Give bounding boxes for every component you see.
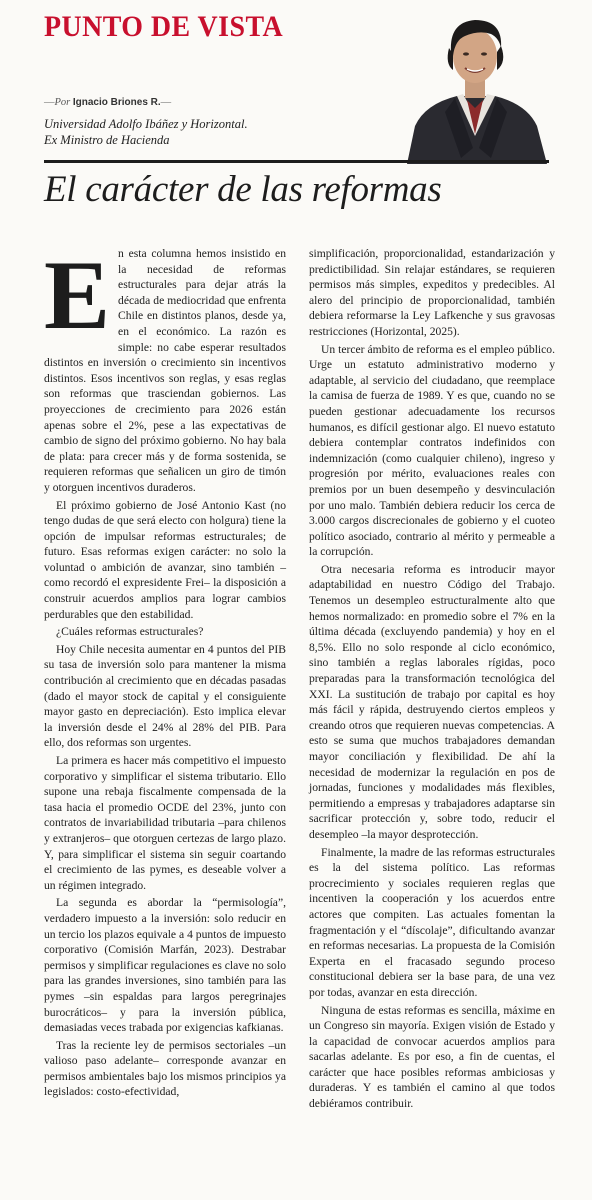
paragraph: La primera es hacer más competitivo el impuesto corporativo y simplificar el sistema tributario. Ello supone una rebaja fiscalmente compensada de la tasa hacia el promedio OCDE del 23%, junto con contratos de invariabilidad tributaria –para chilenos y extranjeros– que otorguen certezas de largo plazo. Y, para simplificar el sistema sin seguir coartando el crecimiento de las pymes, es deseable volver a un régimen integrado. [44, 754, 286, 892]
paragraph: Un tercer ámbito de reforma es el empleo público. Urge un estatuto administrativo moderno y adaptable, al servicio del ciudadano, que reemplace la camisa de fuerza de 1989. Y es que, cuando no se pueden gestionar adecuadamente los recursos humanos, es difícil gestionar algo. El nuevo estatuto debiera contemplar contratos indefinidos con indemnización (como cualquier chileno), ingreso y progresión por mérito, evaluaciones reales con premios por un buen desempeño y desvinculación por uno malo. También debiera reducir los cerca de 3.000 cargos discrecionales de gobierno y el cuoteo político asociado, contrario al mérito y permeable a la corrupción. [309, 342, 555, 559]
paragraph: Tras la reciente ley de permisos sectoriales –un valioso paso adelante– corresponde avanzar en permisos ambientales bajo los mismos principios ya legislados: costo-efectividad, [44, 1038, 286, 1099]
subheading-question: ¿Cuáles reformas estructurales? [56, 625, 204, 639]
author-role: Ex Ministro de Hacienda [44, 133, 170, 147]
author-byline [44, 97, 171, 108]
author-bio [44, 116, 248, 148]
header-rule [44, 160, 549, 163]
paragraph: Otra necesaria reforma es introducir mayor adaptabilidad en nuestro Código del Trabajo. Tenemos un desempleo estructuralmente alto que hemos normalizado: en promedio sobre el 7% en la última década (excluyendo pandemia) y hoy en el 8,5%. Ello no solo responde al ciclo económico, sino también a reglas laborales rígidas, poco preparadas para la transformación tecnológica del XXI. La sustitución de trabajo por capital es hoy más fácil y rápida, destruyendo ciertos empleos y creando otros que requieren nuevas competencias. A esto se suma que muchos trabajadores demandan mayor conciliación y flexibilidad. De ahí la necesidad de modernizar la regulación en pos de jornadas, funciones y modalidades más flexibles, permitiendo a empresas y trabajadores adaptarse sin sacrificar protección y, sobre todo, reducir el desempleo –la mayor desprotección. [309, 562, 555, 841]
article-column-right [309, 246, 555, 1114]
drop-cap: E [44, 241, 111, 350]
paragraph: simplificación, proporcionalidad, estandarización y predictibilidad. Sin relajar estándares, se requieren permisos más simples, expeditos y predecibles. Al alero del principio de proporcionalidad, también debiera reformarse la Ley Lafkenche y sus gravosas restricciones (Horizontal, 2025). [309, 247, 555, 338]
byline-dash: — [44, 97, 55, 108]
section-title: PUNTO DE VISTA [44, 10, 284, 43]
author-affiliation: Universidad Adolfo Ibáñez y Horizontal. [44, 117, 248, 131]
lead-paragraph [44, 241, 286, 496]
author-name: Ignacio Briones R. [72, 97, 161, 108]
author-portrait [395, 8, 555, 164]
paragraph: El próximo gobierno de José Antonio Kast (no tengo dudas de que será electo con holgura) tiene la opción de impulsar reformas estructurales; de futuro. Esas reformas exigen carácter: no solo la voluntad o ambición de avanzar, sino también –como recordó el expresidente Frei– la disposición a construir acuerdos amplios para lograr cambios perdurables que den estabilidad. [44, 498, 286, 621]
paragraph: Hoy Chile necesita aumentar en 4 puntos del PIB su tasa de inversión solo para mantener la misma contribución al crecimiento que en décadas pasadas (dado el mayor stock de capital y el consiguiente mayor gasto en depreciación). Esto implica elevar la inversión desde el 24% al 28% del PIB. Para ello, dos reformas son urgentes. [44, 642, 286, 750]
paragraph: Finalmente, la madre de las reformas estructurales es la del sistema político. Las reformas procrecimiento y sociales requieren reglas que incentiven la cooperación y los acuerdos entre actores que compiten. Las actuales fomentan la fragmentación y el “díscolaje”, dificultando avanzar en reformas necesarias. La propuesta de la Comisión Experta en el fracasado segundo proceso constitucional debiera ser la base para, de una vez por todas, avanzar en esta dirección. [309, 845, 555, 999]
headline: El carácter de las reformas [44, 169, 442, 210]
paragraph: Ninguna de estas reformas es sencilla, máxime en un Congreso sin mayoría. Exigen visión de Estado y la capacidad de convocar acuerdos amplios para sacarlas adelante. Es por eso, a fin de cuentas, el carácter que hace posibles reformas ambiciosas y duraderas. Y es también el camino al que todos debiéramos contribuir. [309, 1003, 555, 1111]
lead-text: n esta columna hemos insistido en la necesidad de reformas estructurales para dejar atrás la década de mediocridad que enfrenta Chile en distintos planos, desde ya, en el económico. La razón es simple: no cabe esperar resultados distintos en inversión o crecimiento sin incentivos distintos. Esos incentivos son reglas, y esas reglas son reformas que trasciendan gobiernos. Las proyecciones de crecimiento para 2026 están apenas sobre el 2%, pese a las expectativas de cambio de signo del próximo gobierno. No hay bala de plata: para crecer más y de forma sostenida, se requieren reformas que señalicen un giro de timón y otorguen incentivos duraderos. [44, 247, 286, 494]
byline-dash-end: — [160, 97, 172, 108]
article-column-left [44, 241, 286, 1102]
paragraph: La segunda es abordar la “permisología”, verdadero impuesto a la inversión: solo reducir en un tercio los plazos equivale a 4 puntos de impuesto corporativo (Comisión Marfán, 2023). Destrabar permisos y simplificar regulaciones es clave no solo para las grandes inversiones, sino también para las pymes –sin espaldas para largos peregrinajes burocráticos– y para la inversión pública, demasiadas veces trabada por exigencias kafkianas. [44, 896, 286, 1035]
byline-prefix: Por [54, 97, 71, 108]
